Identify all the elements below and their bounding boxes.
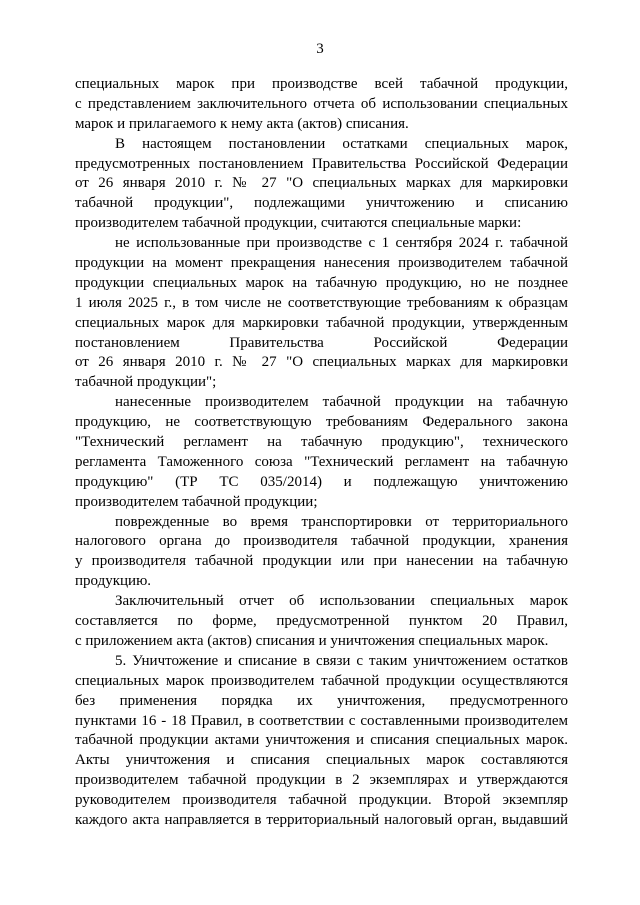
- text-line: В настоящем постановлении остатками специальных марок,: [115, 135, 568, 152]
- text-line: 5. Уничтожение и списание в связи с таким уничтожением остатков: [115, 652, 568, 669]
- text-line: предусмотренных постановлением Правительства Российской Федерации: [75, 155, 568, 172]
- text-line: табачной продукции", подлежащими уничтожению и списанию: [75, 195, 568, 212]
- text-line: продукции на момент прекращения нанесения производителем табачной: [75, 255, 568, 272]
- page-number: 3: [316, 41, 324, 57]
- text-line: 1 июля 2025 г., в том числе не соответствующие требованиям к образцам: [75, 294, 568, 311]
- text-line: табачной продукции";: [75, 374, 217, 391]
- text-line: пунктами 16 - 18 Правил, в соответствии с составленными производителем: [75, 712, 568, 729]
- text-line: производителем табачной продукции;: [75, 493, 318, 510]
- text-line: специальных марок производителем табачной продукции осуществляются: [75, 672, 568, 689]
- text-line: с приложением акта (актов) списания и уничтожения специальных марок.: [75, 632, 549, 649]
- text-line: у производителя табачной продукции или при нанесении на табачную: [75, 553, 568, 570]
- text-line: от 26 января 2010 г. № 27 "О специальных марках для маркировки: [75, 175, 568, 192]
- text-line: продукцию" (ТР ТС 035/2014) и подлежащую уничтожению: [75, 473, 568, 490]
- text-line: каждого акта направляется в территориальный налоговый орган, выдавший: [75, 811, 568, 828]
- text-line: продукцию, не соответствующую требованиям Федерального закона: [75, 414, 568, 431]
- text-line: с представлением заключительного отчета об использовании специальных: [75, 95, 568, 112]
- text-line: постановлением Правительства Российской Федерации: [75, 334, 568, 351]
- text-line: продукцию.: [75, 573, 152, 590]
- text-line: "Технический регламент на табачную продукцию", технического: [75, 434, 568, 451]
- text-line: Заключительный отчет об использовании специальных марок: [115, 593, 568, 610]
- text-line: специальных марок для маркировки табачной продукции, утвержденным: [75, 314, 568, 331]
- text-line: специальных марок при производстве всей табачной продукции,: [75, 76, 568, 92]
- text-line: марок и прилагаемого к нему акта (актов) списания.: [75, 115, 409, 132]
- text-line: Акты уничтожения и списания специальных марок составляются: [75, 752, 568, 769]
- text-line: табачной продукции актами уничтожения и списания специальных марок.: [75, 732, 568, 749]
- text-line: не использованные при производстве с 1 сентября 2024 г. табачной: [115, 235, 568, 252]
- text-line: производителем табачной продукции в 2 экземплярах и утверждаются: [75, 772, 568, 789]
- text-line: производителем табачной продукции, считаются специальные марки:: [75, 215, 522, 232]
- text-line: налогового органа до производителя табачной продукции, хранения: [75, 533, 568, 550]
- text-line: руководителем производителя табачной продукции. Второй экземпляр: [75, 792, 568, 809]
- text-line: составляется по форме, предусмотренной пунктом 20 Правил,: [75, 613, 568, 630]
- text-line: регламента Таможенного союза "Технический регламент на табачную: [75, 453, 568, 470]
- text-line: продукции специальных марок на табачную продукцию, но не позднее: [75, 274, 568, 291]
- text-line: от 26 января 2010 г. № 27 "О специальных марках для маркировки: [75, 354, 568, 371]
- text-line: нанесенные производителем табачной продукции на табачную: [115, 394, 568, 411]
- text-line: поврежденные во время транспортировки от территориального: [115, 513, 568, 530]
- text-line: без применения порядка их уничтожения, предусмотренного: [75, 692, 568, 709]
- document-body: [75, 75, 568, 831]
